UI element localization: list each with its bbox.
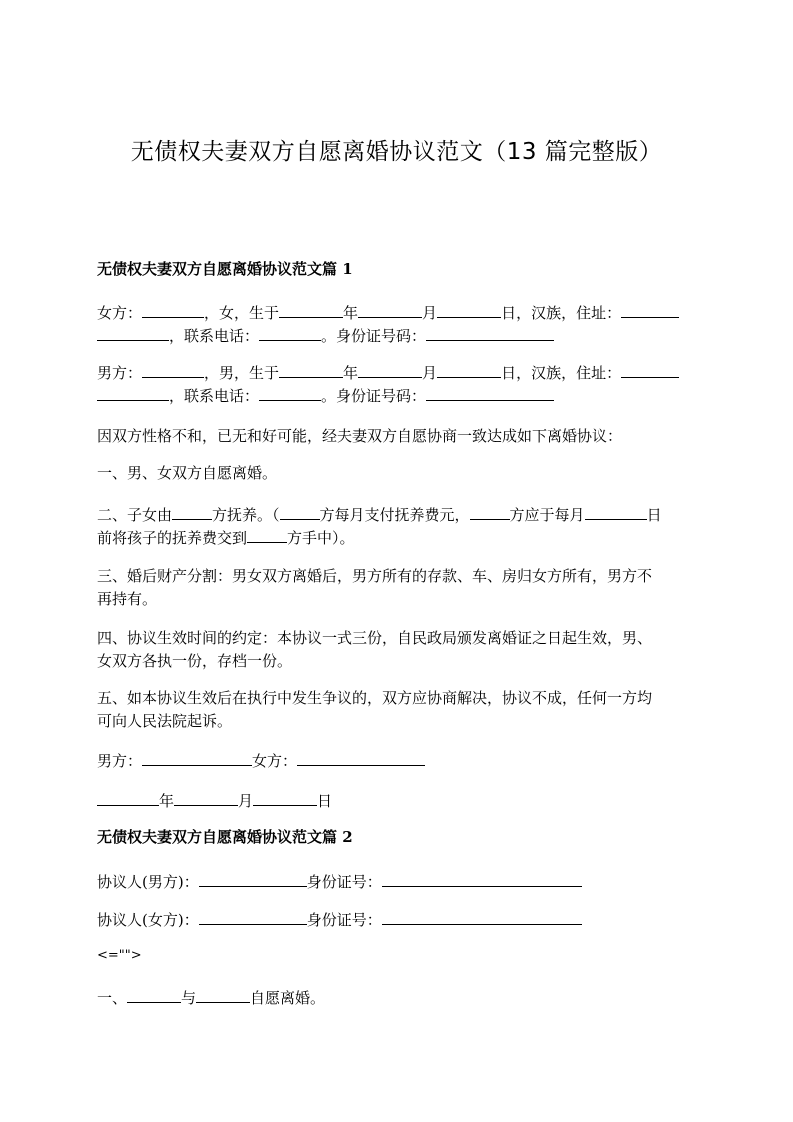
- blank-birth-month[interactable]: [358, 361, 422, 378]
- blank-address[interactable]: [621, 361, 679, 378]
- clause-3-line-2: 再持有。: [97, 590, 158, 608]
- section-heading-1: 无债权夫妻双方自愿离婚协议范文篇 1: [97, 260, 353, 278]
- party-female-line: 协议人(女方)： 身份证号：: [97, 908, 697, 932]
- blank-id-number[interactable]: [426, 324, 554, 341]
- female-label: 女方：: [97, 304, 143, 322]
- clause-4-line-2: 女双方各执一份，存档一份。: [97, 652, 293, 670]
- blank-female-name[interactable]: [142, 301, 204, 318]
- blank-party-b[interactable]: [196, 986, 250, 1003]
- blank-sign-day[interactable]: [253, 789, 317, 806]
- clause-2-line-2: 前将孩子的抚养费交到 方手中）。: [97, 526, 697, 550]
- male-label: 男方：: [97, 364, 143, 382]
- blank-address-cont[interactable]: [97, 384, 169, 401]
- clause-4-line-1: 四、协议生效时间的约定：本协议一式三份，自民政局颁发离婚证之日起生效，男、: [97, 629, 653, 647]
- blank-male-name[interactable]: [142, 361, 204, 378]
- clause-5-line-2: 可向人民法院起诉。: [97, 712, 233, 730]
- blank-party-female-name[interactable]: [199, 908, 307, 925]
- blank-phone[interactable]: [259, 384, 321, 401]
- blank-phone[interactable]: [259, 324, 321, 341]
- section-heading-2: 无债权夫妻双方自愿离婚协议范文篇 2: [97, 828, 353, 846]
- page-title: 无债权夫妻双方自愿离婚协议范文（13 篇完整版）: [130, 139, 663, 165]
- blank-payer-party-2[interactable]: [470, 503, 510, 520]
- clause-5-line-1: 五、如本协议生效后在执行中发生争议的，双方应协商解决，协议不成，任何一方均: [97, 689, 653, 707]
- blank-payer-party[interactable]: [280, 503, 320, 520]
- blank-male-signature[interactable]: [142, 749, 252, 766]
- female-info-line-1: 女方： ，女，生于 年 月 日，汉族，住址：: [97, 301, 697, 325]
- blank-birth-day[interactable]: [437, 301, 501, 318]
- date-line: 年 月 日: [97, 789, 697, 813]
- blank-sign-year[interactable]: [97, 789, 159, 806]
- blank-id-number[interactable]: [426, 384, 554, 401]
- clause-2-line-1: 二、子女由 方抚养。（ 方每月支付抚养费元， 方应于每月 日: [97, 503, 697, 527]
- male-info-line-2: ，联系电话： 。身份证号码：: [97, 384, 697, 408]
- blank-female-signature[interactable]: [297, 749, 425, 766]
- blank-party-male-id[interactable]: [382, 870, 582, 887]
- blank-birth-year[interactable]: [279, 361, 343, 378]
- male-info-line-1: 男方： ，男，生于 年 月 日，汉族，住址：: [97, 361, 697, 385]
- blank-address-cont[interactable]: [97, 324, 169, 341]
- blank-sign-month[interactable]: [174, 789, 238, 806]
- blank-custody-party[interactable]: [172, 503, 212, 520]
- clause-1: 一、男、女双方自愿离婚。: [97, 464, 278, 482]
- intro-paragraph: 因双方性格不和，已无和好可能，经夫妻双方自愿协商一致达成如下离婚协议：: [97, 427, 623, 445]
- blank-pay-day[interactable]: [585, 503, 647, 520]
- markup-artifact: <="">: [97, 948, 142, 963]
- blank-birth-month[interactable]: [358, 301, 422, 318]
- blank-address[interactable]: [621, 301, 679, 318]
- party-male-line: 协议人(男方)： 身份证号：: [97, 870, 697, 894]
- signature-line: [97, 749, 697, 773]
- blank-party-female-id[interactable]: [382, 908, 582, 925]
- blank-birth-year[interactable]: [279, 301, 343, 318]
- blank-party-a[interactable]: [127, 986, 181, 1003]
- female-info-line-2: ，联系电话： 。身份证号码：: [97, 324, 697, 348]
- blank-party-male-name[interactable]: [199, 870, 307, 887]
- blank-receiver-party[interactable]: [247, 526, 287, 543]
- blank-birth-day[interactable]: [437, 361, 501, 378]
- clause-3-line-1: 三、婚后财产分割：男女双方离婚后，男方所有的存款、车、房归女方所有，男方不: [97, 567, 653, 585]
- sign-female-label: 女方：: [252, 752, 298, 770]
- sign-male-label: 男方：: [97, 752, 143, 770]
- section-2-clause-1: 一、 与 自愿离婚。: [97, 986, 697, 1010]
